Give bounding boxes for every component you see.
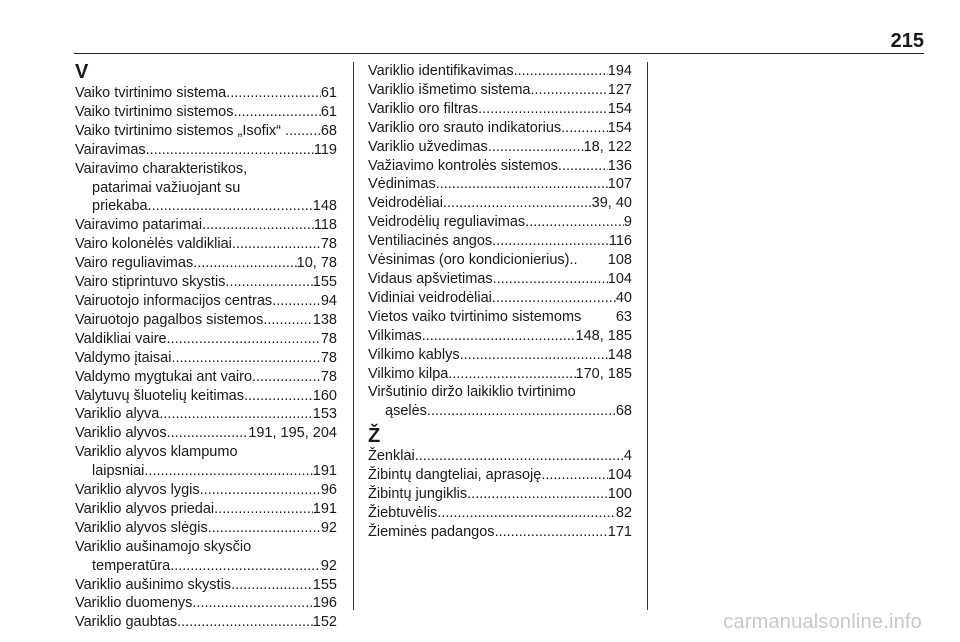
dot-leader — [561, 119, 608, 138]
index-entry — [75, 349, 337, 368]
index-entry — [75, 122, 337, 141]
index-entry — [75, 254, 337, 273]
index-entry — [75, 387, 337, 406]
index-entry — [368, 270, 632, 289]
dot-leader — [170, 557, 321, 576]
entry-pages: 63 — [615, 308, 632, 325]
entry-pages: 40 — [615, 289, 632, 306]
index-entry — [368, 175, 632, 194]
entry-pages: 18, 122 — [583, 138, 632, 155]
entry-text: Variklio oro filtras — [368, 100, 479, 117]
entry-pages: 160 — [312, 387, 337, 404]
dot-leader — [443, 194, 592, 213]
index-entry — [368, 119, 632, 138]
index-entry — [75, 500, 337, 519]
dot-leader — [232, 235, 321, 254]
entry-text: Vidiniai veidrodėliai — [368, 289, 492, 306]
entry-text: Valdikliai vaire — [75, 330, 167, 347]
index-entry — [368, 447, 632, 466]
index-entry — [75, 576, 337, 595]
index-entry — [368, 194, 632, 213]
entry-text-line: Variklio alyvos klampumo — [75, 444, 238, 461]
entry-pages: 148, 185 — [575, 327, 632, 344]
index-entry — [368, 81, 632, 100]
dot-leader — [159, 405, 312, 424]
dot-leader — [427, 402, 616, 421]
entry-text: laipsniai — [92, 463, 145, 480]
entry-text: Valytuvų šluotelių keitimas — [75, 387, 244, 404]
entry-text: Ženklai — [368, 448, 415, 465]
dot-leader — [558, 157, 608, 176]
entry-pages: 148 — [312, 198, 337, 215]
dot-leader — [525, 213, 624, 232]
entry-list-z — [368, 447, 632, 542]
entry-text: Vilkimo kablys — [368, 346, 460, 363]
dot-leader — [436, 175, 608, 194]
header-rule — [74, 53, 924, 54]
dot-leader — [460, 346, 608, 365]
dot-leader — [415, 447, 624, 466]
entry-text: Variklio alyva — [75, 406, 160, 423]
entry-pages: 171 — [607, 523, 632, 540]
index-entry — [75, 538, 337, 576]
entry-text: Vidaus apšvietimas — [368, 270, 493, 287]
entry-pages: 104 — [607, 467, 632, 484]
entry-pages: 104 — [607, 270, 632, 287]
entry-pages: 196 — [312, 595, 337, 612]
index-entry — [368, 138, 632, 157]
entry-pages: 78 — [320, 368, 337, 385]
entry-pages: 138 — [312, 311, 337, 328]
entry-text-line: Viršutinio diržo laikiklio tvirtinimo — [368, 384, 576, 401]
index-entry — [75, 405, 337, 424]
entry-pages: 78 — [320, 236, 337, 253]
entry-text: Vaiko tvirtinimo sistemos „Isofix“ . — [75, 122, 290, 139]
entry-text: Ventiliacinės angos — [368, 233, 493, 250]
dot-leader — [493, 270, 608, 289]
entry-pages: 78 — [320, 349, 337, 366]
entry-pages: 170, 185 — [575, 365, 632, 382]
index-entry — [75, 292, 337, 311]
entry-pages: 92 — [320, 519, 337, 536]
entry-text: Žiebtuvėlis — [368, 504, 438, 521]
entry-list-v-continued — [368, 62, 632, 421]
entry-text: Variklio aušinimo skystis — [75, 576, 232, 593]
index-entry — [75, 235, 337, 254]
index-column-2 — [368, 62, 632, 542]
entry-pages: 61 — [320, 85, 337, 101]
section-letter-v: V — [75, 61, 89, 83]
index-entry — [75, 424, 337, 443]
entry-pages: 116 — [608, 233, 632, 250]
entry-text: Veidrodėliai — [368, 195, 443, 212]
entry-pages: 10, 78 — [296, 255, 337, 272]
entry-pages: 78 — [320, 330, 337, 347]
entry-pages: 155 — [312, 576, 337, 593]
dot-leader — [148, 197, 313, 216]
column-divider — [647, 62, 648, 610]
entry-pages: 154 — [607, 119, 632, 136]
dot-leader — [495, 523, 608, 542]
entry-text: temperatūra — [92, 557, 171, 574]
entry-text: Variklio užvedimas — [368, 138, 488, 155]
index-entry — [368, 213, 632, 232]
index-entry — [368, 100, 632, 119]
entry-text: Variklio alyvos slėgis — [75, 519, 208, 536]
entry-text: Valdymo mygtukai ant vairo — [75, 368, 253, 385]
index-entry — [368, 308, 632, 327]
entry-text: Variklio gaubtas — [75, 614, 178, 631]
entry-text: Važiavimo kontrolės sistemos — [368, 157, 558, 174]
index-entry — [368, 383, 632, 421]
entry-text: priekaba — [92, 198, 148, 215]
index-entry — [368, 504, 632, 523]
entry-pages: 191 — [312, 500, 337, 517]
entry-pages: 152 — [312, 614, 337, 631]
dot-leader — [226, 84, 321, 103]
entry-text: Vairuotojo pagalbos sistemos — [75, 311, 264, 328]
entry-pages: 100 — [607, 486, 632, 503]
dot-leader — [289, 122, 321, 141]
dot-leader — [514, 62, 608, 81]
entry-text: Vaiko tvirtinimo sistemos — [75, 103, 234, 120]
entry-pages: 82 — [615, 504, 632, 521]
entry-pages: 9 — [623, 214, 632, 231]
dot-leader — [272, 292, 321, 311]
entry-list-v — [75, 84, 337, 632]
dot-leader — [448, 365, 575, 384]
dot-leader — [192, 594, 312, 613]
dot-leader — [144, 462, 312, 481]
entry-text: Vietos vaiko tvirtinimo sistemoms — [368, 308, 582, 325]
index-entry — [75, 613, 337, 632]
entry-text: Valdymo įtaisai — [75, 349, 172, 366]
index-entry — [368, 232, 632, 251]
dot-leader — [214, 500, 313, 519]
index-entry — [368, 327, 632, 346]
index-entry — [75, 368, 337, 387]
dot-leader — [208, 519, 321, 538]
index-entry — [75, 330, 337, 349]
entry-text: Vėsinimas (oro kondicionierius).. — [368, 252, 578, 269]
entry-text: Žibintų jungiklis — [368, 486, 468, 503]
entry-text: Vairo reguliavimas — [75, 255, 194, 272]
dot-leader — [478, 100, 608, 119]
entry-pages: 194 — [607, 63, 632, 79]
entry-text: Žibintų dangteliai, aprasoję — [368, 467, 542, 484]
dot-leader — [531, 81, 608, 100]
dot-leader — [252, 368, 321, 387]
dot-leader — [541, 466, 607, 485]
dot-leader — [177, 613, 313, 632]
index-entry — [75, 519, 337, 538]
dot-leader — [167, 424, 249, 443]
index-entry — [368, 346, 632, 365]
section-letter-z: Ž — [368, 425, 381, 448]
index-entry — [368, 365, 632, 384]
entry-text: Vairavimo patarimai — [75, 217, 203, 234]
dot-leader — [492, 232, 609, 251]
entry-pages: 39, 40 — [591, 195, 632, 212]
dot-leader — [422, 327, 576, 346]
entry-text: Variklio išmetimo sistema — [368, 81, 531, 98]
entry-text: Variklio alyvos lygis — [75, 482, 200, 499]
entry-pages: 92 — [320, 557, 337, 574]
index-entry — [368, 251, 632, 270]
entry-text: Vairo kolonėlės valdikliai — [75, 236, 232, 253]
entry-pages: 155 — [312, 274, 337, 291]
entry-text: Veidrodėlių reguliavimas — [368, 214, 526, 231]
dot-leader — [225, 273, 312, 292]
dot-leader — [437, 504, 616, 523]
entry-pages: 68 — [320, 122, 337, 139]
entry-pages: 191, 195, 204 — [248, 425, 337, 442]
entry-text: Vairuotojo informacijos centras — [75, 292, 273, 309]
entry-pages: 153 — [312, 406, 337, 423]
dot-leader — [171, 349, 320, 368]
entry-text: Vaiko tvirtinimo sistema — [75, 85, 227, 101]
entry-text: Vėdinimas — [368, 176, 436, 193]
entry-text-line: patarimai važiuojant su — [92, 179, 241, 196]
entry-pages: 136 — [607, 157, 632, 174]
index-entry — [368, 523, 632, 542]
index-column-1 — [75, 62, 337, 632]
entry-text: Variklio identifikavimas — [368, 63, 514, 79]
entry-pages: 127 — [607, 81, 632, 98]
index-entry — [75, 84, 337, 103]
dot-leader — [167, 330, 321, 349]
entry-text: Vilkimas — [368, 327, 422, 344]
dot-leader — [488, 138, 584, 157]
dot-leader — [193, 254, 296, 273]
watermark: carmanualsonline.info — [723, 611, 922, 633]
entry-text: ąselės — [385, 403, 427, 420]
entry-pages: 107 — [607, 176, 632, 193]
index-entry — [75, 141, 337, 160]
dot-leader — [200, 481, 321, 500]
entry-pages: 108 — [607, 252, 632, 269]
entry-pages: 148 — [607, 346, 632, 363]
entry-text: Variklio alyvos — [75, 425, 167, 442]
dot-leader — [244, 387, 313, 406]
dot-leader — [467, 485, 608, 504]
dot-leader — [233, 103, 320, 122]
index-entry — [75, 311, 337, 330]
entry-text-line: Vairavimo charakteristikos, — [75, 160, 248, 177]
entry-pages: 68 — [615, 403, 632, 420]
index-entry — [368, 466, 632, 485]
dot-leader — [202, 216, 314, 235]
entry-text: Vairavimas — [75, 141, 146, 158]
index-entry — [75, 594, 337, 613]
dot-leader — [231, 576, 313, 595]
entry-text: Variklio duomenys — [75, 595, 193, 612]
dot-leader — [146, 141, 314, 160]
entry-text-line: Variklio aušinamojo skysčio — [75, 538, 252, 555]
entry-text: Variklio alyvos priedai — [75, 500, 215, 517]
index-entry — [75, 160, 337, 217]
page-number: 215 — [890, 30, 924, 52]
entry-pages: 96 — [320, 482, 337, 499]
entry-pages: 94 — [320, 292, 337, 309]
dot-leader — [492, 289, 616, 308]
entry-pages: 61 — [320, 103, 337, 120]
entry-pages: 118 — [313, 217, 337, 234]
index-entry — [75, 273, 337, 292]
entry-pages: 119 — [313, 141, 337, 158]
index-entry — [368, 289, 632, 308]
entry-pages: 154 — [607, 100, 632, 117]
entry-pages: 4 — [623, 448, 632, 465]
index-entry — [368, 62, 632, 81]
column-divider — [353, 62, 354, 610]
index-entry — [75, 443, 337, 481]
entry-pages: 191 — [312, 463, 337, 480]
index-entry — [368, 157, 632, 176]
entry-text: Variklio oro srauto indikatorius — [368, 119, 562, 136]
dot-leader — [263, 311, 312, 330]
entry-text: Žieminės padangos — [368, 523, 495, 540]
index-entry — [75, 103, 337, 122]
entry-text: Vilkimo kilpa — [368, 365, 449, 382]
index-entry — [75, 216, 337, 235]
index-entry — [368, 485, 632, 504]
index-entry — [75, 481, 337, 500]
entry-text: Vairo stiprintuvo skystis — [75, 274, 226, 291]
